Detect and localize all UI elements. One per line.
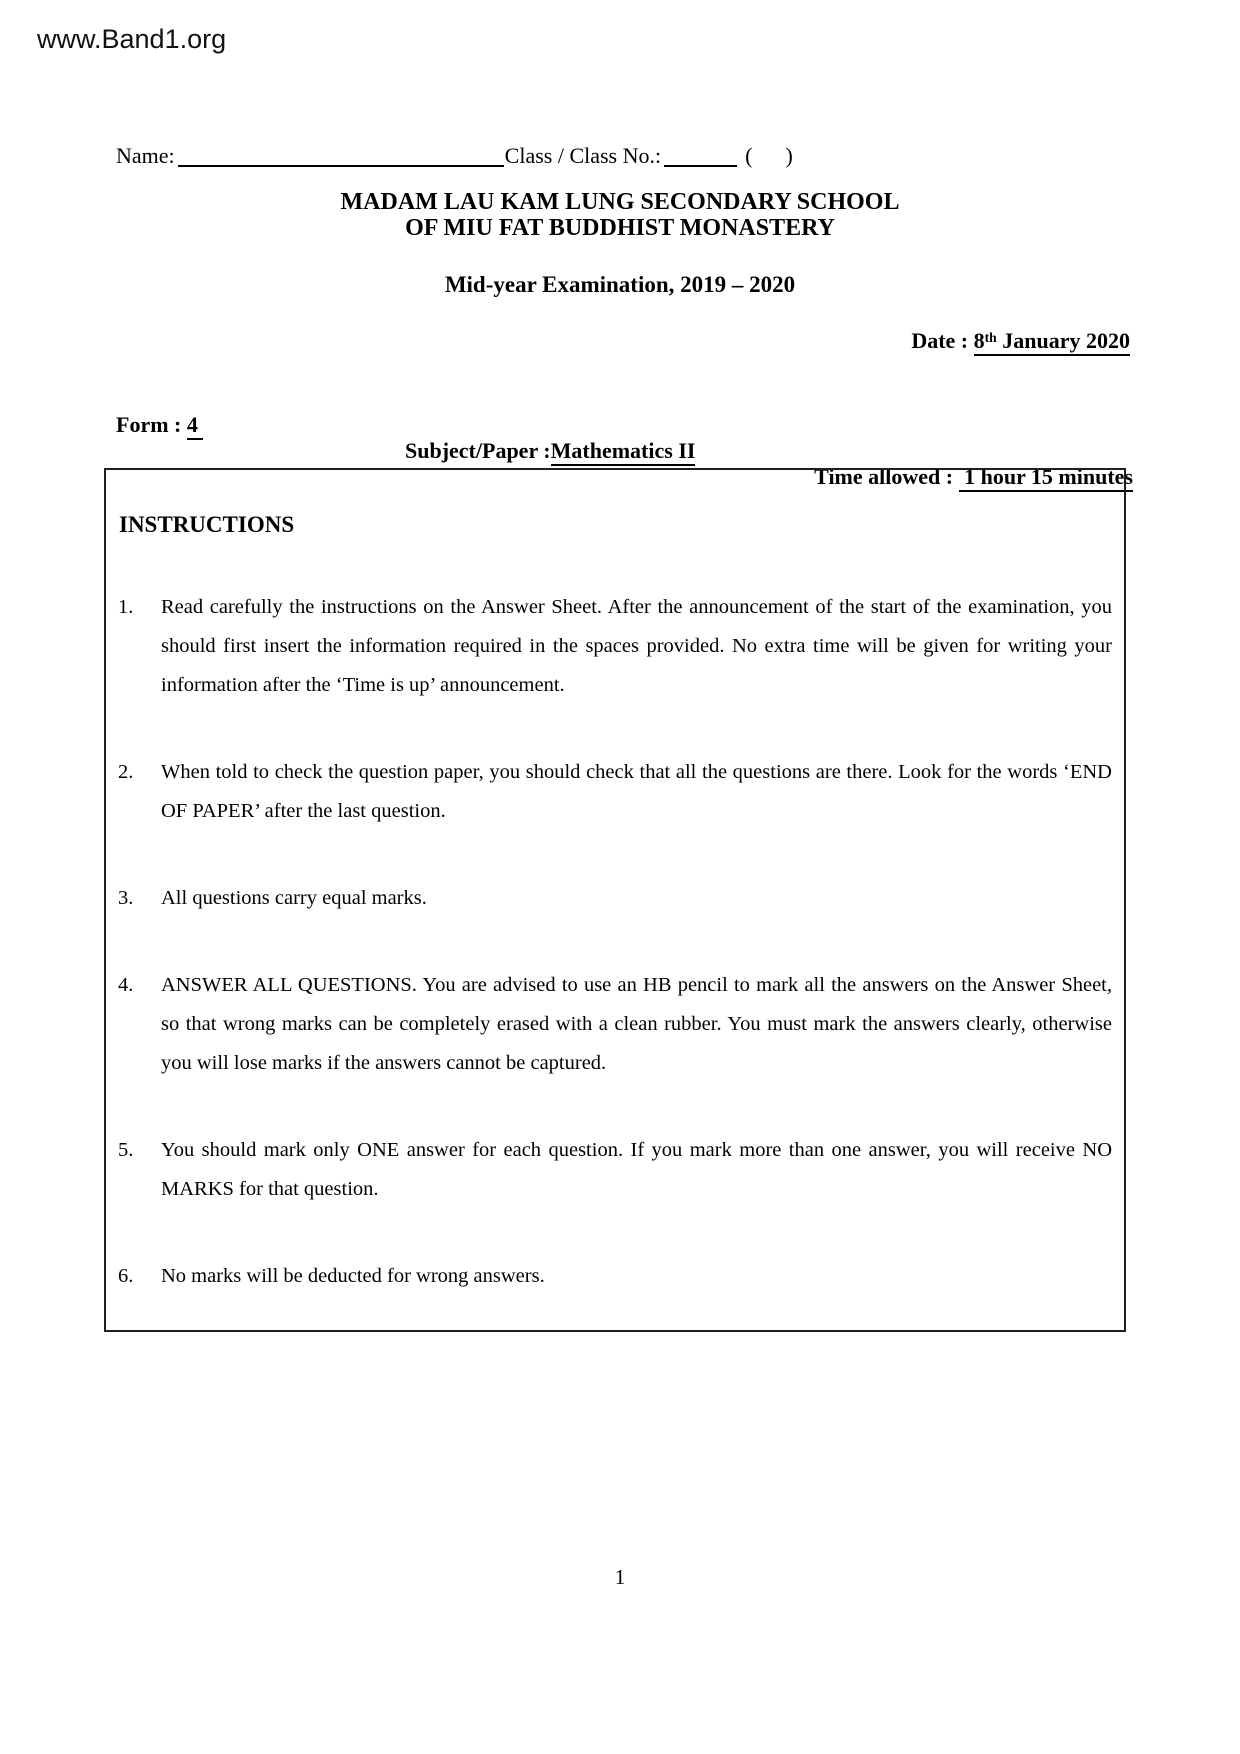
instruction-number: 2. [118,761,134,783]
instruction-text: No marks will be deducted for wrong answers. [161,1265,545,1287]
instructions-heading: INSTRUCTIONS [119,512,295,537]
name-blank-field[interactable] [178,160,504,167]
form-field [116,412,203,438]
instruction-item-6 [118,1257,1112,1296]
form-value: 4 [187,412,204,440]
page-number: 1 [614,1565,626,1589]
class-no-blank-field[interactable] [664,160,737,167]
instruction-text: ANSWER ALL QUESTIONS. You are advised to use an HB pencil to mark all the answers on the Answer Sheet, so that wrong marks can be completely erased with a clean rubber. You must mark the answers clearly, otherwise you will lose marks if the answers cannot be captured. [161,974,1112,1074]
exam-title: Mid-year Examination, 2019 – 2020 [444,272,796,297]
instructions-box [104,468,1126,1332]
instruction-number: 6. [118,1265,134,1287]
instruction-item-5 [118,1131,1112,1209]
school-name-line-2: OF MIU FAT BUDDHIST MONASTERY [405,215,835,241]
date-ordinal-suffix: th [984,329,997,345]
form-label: Form : [116,412,187,437]
instruction-text: When told to check the question paper, you should check that all the questions are there. Look for the words ‘END OF PAPER’ after the last question. [161,761,1112,822]
time-allowed-label: Time allowed : [814,464,959,489]
date-value: 8th January 2020 [974,328,1130,356]
time-allowed-value: 1 hour 15 minutes [959,464,1133,492]
instruction-item-4 [118,966,1112,1083]
instruction-text: Read carefully the instructions on the Answer Sheet. After the announcement of the start of the examination, you should first insert the information required in the spaces provided. No extra time will be given for writing your information after the ‘Time is up’ announcement. [161,596,1112,696]
subject-label: Subject/Paper : [405,438,551,463]
date-label: Date : [911,328,974,353]
instruction-item-2 [118,753,1112,831]
instruction-text: All questions carry equal marks. [161,887,427,909]
form-subject-time-row [116,386,1133,489]
instruction-text: You should mark only ONE answer for each question. If you mark more than one answer, you will receive NO MARKS for that question. [161,1139,1112,1200]
subject-value: Mathematics II [551,438,696,466]
school-name-line-1: MADAM LAU KAM LUNG SECONDARY SCHOOL [340,189,900,215]
class-label: Class / Class No.: [504,143,662,168]
subject-field [405,438,695,464]
name-class-line [116,143,793,169]
instruction-number: 5. [118,1139,134,1161]
instruction-number: 1. [118,596,134,618]
date-line [911,328,1130,354]
watermark-url: www.Band1.org [37,24,227,54]
name-label: Name: [116,143,175,168]
instruction-item-3 [118,879,1112,918]
instruction-number: 4. [118,974,134,996]
instruction-number: 3. [118,887,134,909]
class-no-parentheses: ( ) [745,143,793,168]
instruction-item-1 [118,588,1112,705]
